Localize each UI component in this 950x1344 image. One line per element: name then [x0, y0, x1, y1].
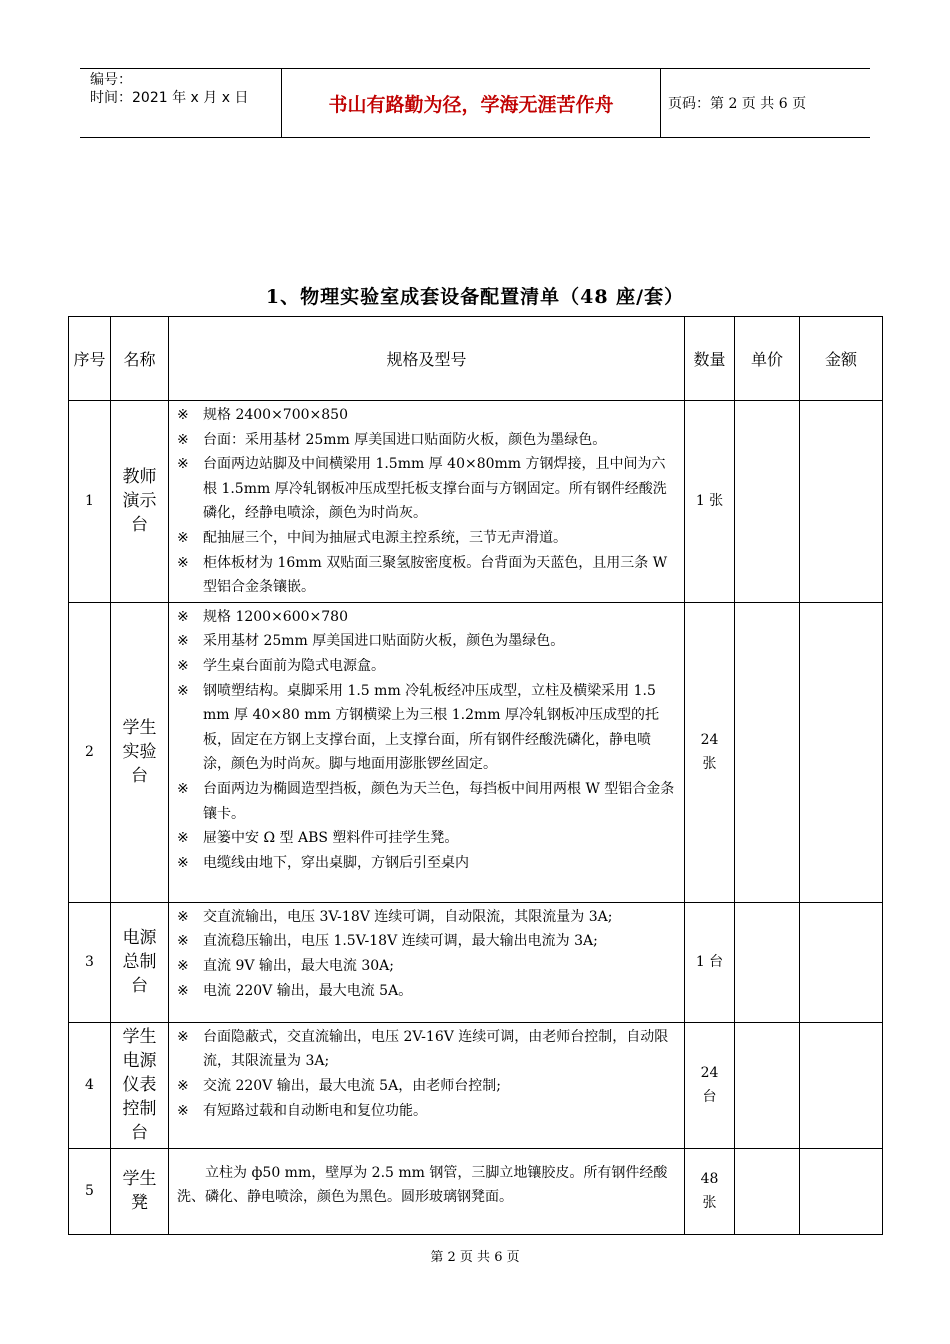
spec-text: 规格 2400×700×850 — [203, 407, 348, 423]
row-seq: 2 — [69, 602, 111, 902]
spec-text: 学生桌台面前为隐式电源盒。 — [203, 657, 385, 674]
spec-text: 柜体板材为 16mm 双贴面三聚氢胺密度板。台背面为天蓝色，且用三条 W 型铝合金条镶嵌。 — [203, 554, 668, 596]
spec-item — [177, 654, 678, 679]
spec-item — [177, 403, 678, 428]
spec-text: 电流 220V 输出，最大电流 5A。 — [203, 982, 413, 999]
row-unit-price — [735, 401, 800, 603]
row-qty — [685, 902, 735, 1022]
spec-text: 规格 1200×600×780 — [203, 608, 348, 625]
reference-mark-icon: ※ — [177, 908, 189, 925]
row-amount — [800, 602, 883, 902]
document-title: 1、物理实验室成套设备配置清单（48 座/套） — [265, 286, 685, 308]
row-name-text: 学生实验台 — [122, 718, 157, 787]
spec-item — [177, 526, 678, 551]
row-name-text: 学生凳 — [122, 1169, 157, 1214]
spec-item — [177, 929, 678, 954]
row-spec — [169, 401, 685, 603]
spec-text: 交直流输出，电压 3V-18V 连续可调，自动限流，其限流量为 3A; — [203, 908, 613, 925]
row-qty-text: 48 张 — [700, 1171, 719, 1212]
row-spec — [169, 902, 685, 1022]
row-unit-price — [735, 1022, 800, 1148]
reference-mark-icon: ※ — [177, 982, 189, 999]
spec-item — [177, 905, 678, 930]
header-seq: 序号 — [69, 317, 111, 401]
spec-item — [177, 1099, 678, 1124]
row-spec — [169, 1148, 685, 1234]
spec-text: 台面：采用基材 25mm 厚美国进口贴面防火板，颜色为墨绿色。 — [203, 431, 607, 448]
equipment-table — [68, 316, 883, 1235]
spec-text: 电缆线由地下，穿出桌脚，方钢后引至桌内 — [203, 854, 469, 871]
spec-item — [177, 1074, 678, 1099]
reference-mark-icon: ※ — [177, 657, 189, 674]
table-header-row — [69, 317, 883, 401]
spec-text: 台面隐蔽式，交直流输出，电压 2V-16V 连续可调，由老师台控制，自动限流，其限流量为 3A; — [203, 1028, 669, 1070]
spec-item — [177, 629, 678, 654]
spec-item — [177, 826, 678, 851]
row-name — [111, 1148, 169, 1234]
row-name — [111, 902, 169, 1022]
reference-mark-icon: ※ — [177, 854, 189, 871]
reference-mark-icon: ※ — [177, 780, 189, 797]
spec-paragraph: 立柱为 ф50 mm，壁厚为 2.5 mm 钢管，三脚立地镶胶皮。所有钢件经酸洗、磷化、静电喷涂，颜色为黑色。圆形玻璃钢凳面。 — [177, 1164, 668, 1206]
reference-mark-icon: ※ — [177, 682, 189, 699]
spec-item — [177, 605, 678, 630]
row-seq: 4 — [69, 1022, 111, 1148]
spec-text: 交流 220V 输出，最大电流 5A，由老师台控制; — [203, 1077, 501, 1094]
spec-item — [177, 777, 678, 826]
header-name: 名称 — [111, 317, 169, 401]
spec-item — [177, 851, 678, 876]
reference-mark-icon: ※ — [177, 957, 189, 974]
page-footer: 第 2 页 共 6 页 — [430, 1250, 520, 1265]
reference-mark-icon: ※ — [177, 608, 189, 625]
spec-text: 台面两边为椭圆造型挡板，颜色为天兰色，每挡板中间用两根 W 型铝合金条镶卡。 — [203, 780, 675, 822]
table-row — [69, 1022, 883, 1148]
page-header — [80, 68, 870, 138]
row-amount — [800, 1022, 883, 1148]
spec-text: 直流 9V 输出，最大电流 30A; — [203, 957, 395, 974]
spec-item — [177, 452, 678, 526]
spec-item — [177, 954, 678, 979]
row-qty-text: 24 张 — [700, 732, 719, 773]
row-spec — [169, 602, 685, 902]
row-qty — [685, 1148, 735, 1234]
spec-text: 屉篓中安 Ω 型 ABS 塑料件可挂学生凳。 — [203, 830, 459, 847]
row-name-text: 学生电源仪表控制台 — [122, 1027, 157, 1144]
row-amount — [800, 401, 883, 603]
spec-text: 有短路过载和自动断电和复位功能。 — [203, 1102, 427, 1119]
spec-item — [177, 979, 678, 1004]
row-seq: 3 — [69, 902, 111, 1022]
row-name — [111, 1022, 169, 1148]
row-unit-price — [735, 602, 800, 902]
header-spec: 规格及型号 — [169, 317, 685, 401]
reference-mark-icon: ※ — [177, 633, 189, 650]
reference-mark-icon: ※ — [177, 554, 189, 571]
spec-text: 台面两边站脚及中间横梁用 1.5mm 厚 40×80mm 方钢焊接，且中间为六根 1.5mm 厚冷轧钢板冲压成型托板支撑台面与方钢固定。所有钢件经酸洗磷化，经静电喷涂，颜色为时尚灰。 — [203, 456, 667, 522]
time-label: 时间：2021 年 x 月 x 日 — [90, 90, 249, 106]
reference-mark-icon: ※ — [177, 1077, 189, 1094]
row-qty-text: 1 张 — [695, 493, 724, 510]
header-meta — [80, 69, 282, 137]
reference-mark-icon: ※ — [177, 1102, 189, 1119]
spec-item — [177, 1025, 678, 1074]
table-row — [69, 401, 883, 603]
row-name-text: 教师演示台 — [122, 467, 157, 536]
row-qty — [685, 602, 735, 902]
reference-mark-icon: ※ — [177, 407, 189, 423]
spec-text: 配抽屉三个，中间为抽屉式电源主控系统，三节无声滑道。 — [203, 529, 567, 546]
row-spec — [169, 1022, 685, 1148]
row-qty-text: 1 台 — [695, 954, 724, 971]
table-row — [69, 602, 883, 902]
row-qty-text: 24 台 — [700, 1065, 719, 1106]
row-amount — [800, 902, 883, 1022]
spec-text: 采用基材 25mm 厚美国进口贴面防火板，颜色为墨绿色。 — [203, 633, 565, 650]
reference-mark-icon: ※ — [177, 933, 189, 950]
reference-mark-icon: ※ — [177, 456, 189, 473]
page-info: 页码：第 2 页 共 6 页 — [668, 96, 807, 112]
row-qty — [685, 401, 735, 603]
table-row — [69, 1148, 883, 1234]
spec-text: 直流稳压输出，电压 1.5V-18V 连续可调，最大输出电流为 3A; — [203, 933, 598, 950]
spec-item — [177, 679, 678, 777]
number-label: 编号： — [90, 72, 132, 88]
reference-mark-icon: ※ — [177, 431, 189, 448]
row-name — [111, 401, 169, 603]
table-row — [69, 902, 883, 1022]
spec-item — [177, 551, 678, 600]
row-amount — [800, 1148, 883, 1234]
reference-mark-icon: ※ — [177, 529, 189, 546]
row-seq: 5 — [69, 1148, 111, 1234]
header-amount: 金额 — [800, 317, 883, 401]
header-unit-price: 单价 — [735, 317, 800, 401]
spec-item — [177, 428, 678, 453]
row-unit-price — [735, 902, 800, 1022]
reference-mark-icon: ※ — [177, 830, 189, 847]
row-qty — [685, 1022, 735, 1148]
reference-mark-icon: ※ — [177, 1028, 189, 1045]
motto: 书山有路勤为径，学海无涯苦作舟 — [282, 69, 661, 137]
row-name — [111, 602, 169, 902]
row-unit-price — [735, 1148, 800, 1234]
header-qty: 数量 — [685, 317, 735, 401]
spec-text: 钢喷塑结构。桌脚采用 1.5 mm 冷轧板经冲压成型，立柱及横梁采用 1.5 mm 厚 40×80 mm 方钢横梁上为三根 1.2mm 厚冷轧钢板冲压成型的托板，固定在方钢上支撑台面，上支撑台面，所有钢件经酸洗磷化，静电喷涂，颜色为时尚灰。脚与地面用澎胀锣丝固定。 — [203, 682, 659, 773]
row-seq: 1 — [69, 401, 111, 603]
row-name-text: 电源总制台 — [122, 928, 157, 997]
